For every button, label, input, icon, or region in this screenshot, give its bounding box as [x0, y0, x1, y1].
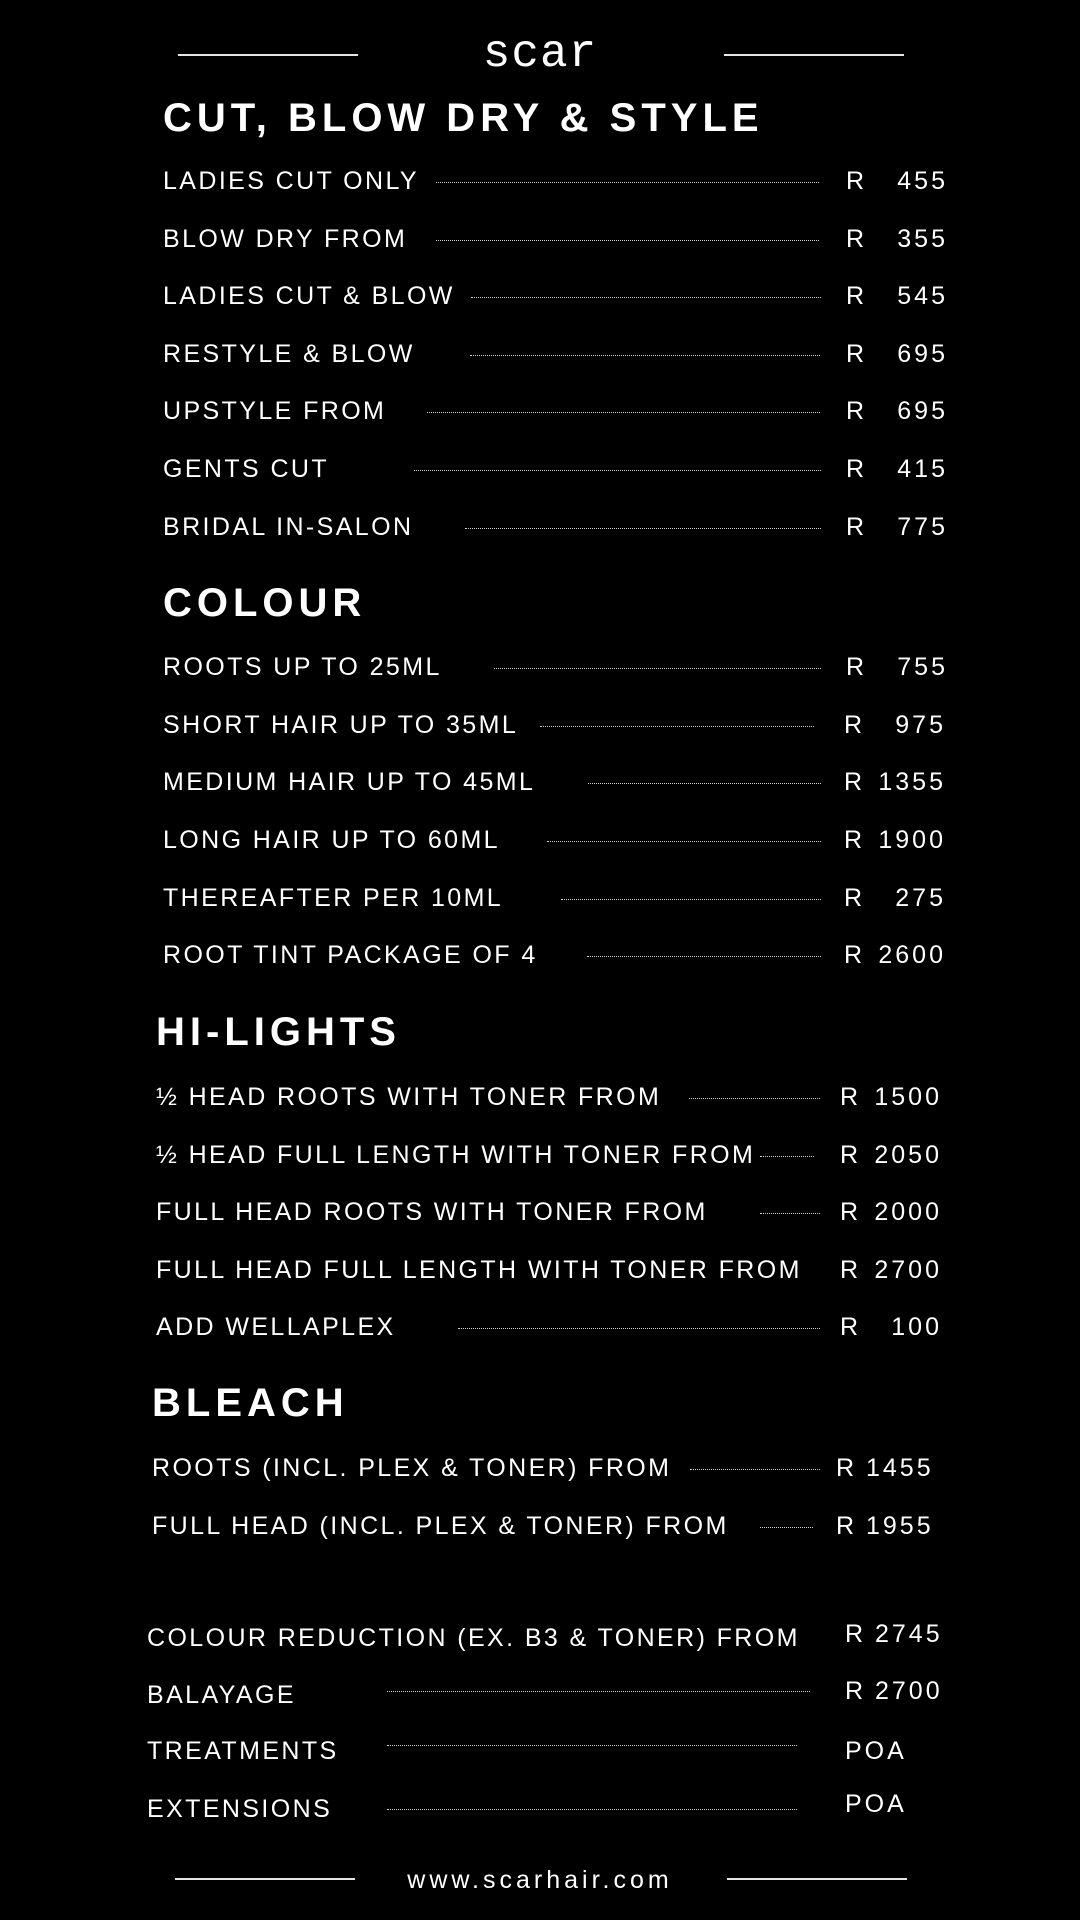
- menu-item: [163, 765, 953, 799]
- item-price: R 775: [846, 513, 948, 541]
- item-name: ROOT TINT PACKAGE OF 4: [163, 941, 538, 969]
- menu-item: [152, 1451, 952, 1485]
- menu-item: [156, 1195, 956, 1229]
- item-price: R 695: [846, 340, 948, 368]
- item-name: ADD WELLAPLEX: [156, 1313, 396, 1341]
- dotted-leader: [547, 841, 821, 842]
- item-name: FULL HEAD (INCL. PLEX & TONER) FROM: [152, 1512, 729, 1540]
- item-name: RESTYLE & BLOW: [163, 340, 415, 368]
- menu-item: [163, 164, 948, 198]
- item-price: R 755: [846, 653, 948, 681]
- dotted-leader: [561, 899, 821, 900]
- brand-logo: scar: [482, 28, 598, 80]
- item-price: R 2000: [840, 1198, 942, 1226]
- item-price: R 1355: [844, 768, 946, 796]
- item-name: ROOTS UP TO 25ML: [163, 653, 442, 681]
- item-price: R 2700: [845, 1677, 943, 1705]
- item-price: R 2745: [845, 1620, 943, 1648]
- item-price: R 275: [844, 884, 946, 912]
- menu-item: [156, 1253, 956, 1287]
- item-name: ½ HEAD FULL LENGTH WITH TONER FROM: [156, 1141, 756, 1169]
- dotted-leader: [471, 297, 821, 298]
- item-name: GENTS CUT: [163, 455, 330, 483]
- menu-item: [147, 1792, 967, 1826]
- section-title-colour: COLOUR: [163, 581, 367, 625]
- item-price: R 1500: [840, 1083, 942, 1111]
- item-name: BALAYAGE: [147, 1681, 296, 1709]
- item-price: R 1900: [844, 826, 946, 854]
- item-name: LADIES CUT & BLOW: [163, 282, 455, 310]
- dotted-leader: [436, 182, 819, 183]
- item-price: R 2700: [840, 1256, 942, 1284]
- dotted-leader: [494, 668, 821, 669]
- item-price: R 415: [846, 455, 948, 483]
- item-price: R 2050: [840, 1141, 942, 1169]
- item-name: FULL HEAD FULL LENGTH WITH TONER FROM: [156, 1256, 802, 1284]
- section-title-cut: CUT, BLOW DRY & STYLE: [163, 96, 764, 140]
- item-price: R 545: [846, 282, 948, 310]
- dotted-leader: [458, 1328, 820, 1329]
- section-title-bleach: BLEACH: [152, 1381, 349, 1425]
- dotted-leader: [427, 412, 820, 413]
- item-name: THEREAFTER PER 10ML: [163, 884, 504, 912]
- item-price: R 975: [844, 711, 946, 739]
- menu-item: [163, 881, 953, 915]
- item-name: SHORT HAIR UP TO 35ML: [163, 711, 519, 739]
- dotted-leader: [587, 956, 821, 957]
- dotted-leader: [760, 1213, 820, 1214]
- menu-item: [147, 1678, 967, 1712]
- menu-item: [152, 1509, 952, 1543]
- menu-item: [163, 394, 948, 428]
- dotted-leader: [387, 1745, 797, 1746]
- dotted-leader: [690, 1469, 820, 1470]
- item-name: LONG HAIR UP TO 60ML: [163, 826, 500, 854]
- item-price: R 100: [840, 1313, 942, 1341]
- menu-item: [163, 279, 948, 313]
- item-name: UPSTYLE FROM: [163, 397, 387, 425]
- menu-item: [163, 222, 948, 256]
- menu-item: [156, 1138, 956, 1172]
- item-name: EXTENSIONS: [147, 1795, 333, 1823]
- menu-item: [156, 1310, 956, 1344]
- item-price: POA: [845, 1790, 907, 1818]
- dotted-leader: [588, 783, 821, 784]
- dotted-leader: [760, 1156, 814, 1157]
- item-name: BLOW DRY FROM: [163, 225, 408, 253]
- item-price: R 355: [846, 225, 948, 253]
- menu-item: [147, 1621, 967, 1655]
- header-rule-right: [724, 54, 904, 56]
- dotted-leader: [436, 240, 819, 241]
- menu-item: [163, 708, 953, 742]
- item-name: TREATMENTS: [147, 1737, 339, 1765]
- item-name: ½ HEAD ROOTS WITH TONER FROM: [156, 1083, 662, 1111]
- menu-item: [163, 823, 953, 857]
- menu-item: [156, 1080, 956, 1114]
- item-name: LADIES CUT ONLY: [163, 167, 419, 195]
- menu-item: [163, 337, 948, 371]
- item-price: R 1955: [836, 1512, 934, 1540]
- item-name: BRIDAL IN-SALON: [163, 513, 414, 541]
- menu-item: [147, 1734, 967, 1768]
- dotted-leader: [465, 528, 821, 529]
- menu-item: [163, 510, 948, 544]
- item-name: COLOUR REDUCTION (EX. B3 & TONER) FROM: [147, 1624, 800, 1652]
- item-name: FULL HEAD ROOTS WITH TONER FROM: [156, 1198, 708, 1226]
- menu-item: [163, 650, 953, 684]
- item-price: R 695: [846, 397, 948, 425]
- item-price: R 455: [846, 167, 948, 195]
- item-price: R 2600: [844, 941, 946, 969]
- footer-rule-right: [727, 1878, 907, 1880]
- item-name: MEDIUM HAIR UP TO 45ML: [163, 768, 536, 796]
- dotted-leader: [540, 726, 814, 727]
- dotted-leader: [414, 470, 821, 471]
- item-price: R 1455: [836, 1454, 934, 1482]
- dotted-leader: [470, 355, 820, 356]
- item-name: ROOTS (INCL. PLEX & TONER) FROM: [152, 1454, 672, 1482]
- menu-item: [163, 452, 948, 486]
- section-title-hi-lights: HI-LIGHTS: [156, 1010, 401, 1054]
- dotted-leader: [760, 1527, 813, 1528]
- dotted-leader: [689, 1098, 820, 1099]
- website-link[interactable]: www.scarhair.com: [407, 1866, 673, 1894]
- dotted-leader: [387, 1809, 797, 1810]
- item-price: POA: [845, 1737, 907, 1765]
- menu-item: [163, 938, 953, 972]
- dotted-leader: [387, 1691, 810, 1692]
